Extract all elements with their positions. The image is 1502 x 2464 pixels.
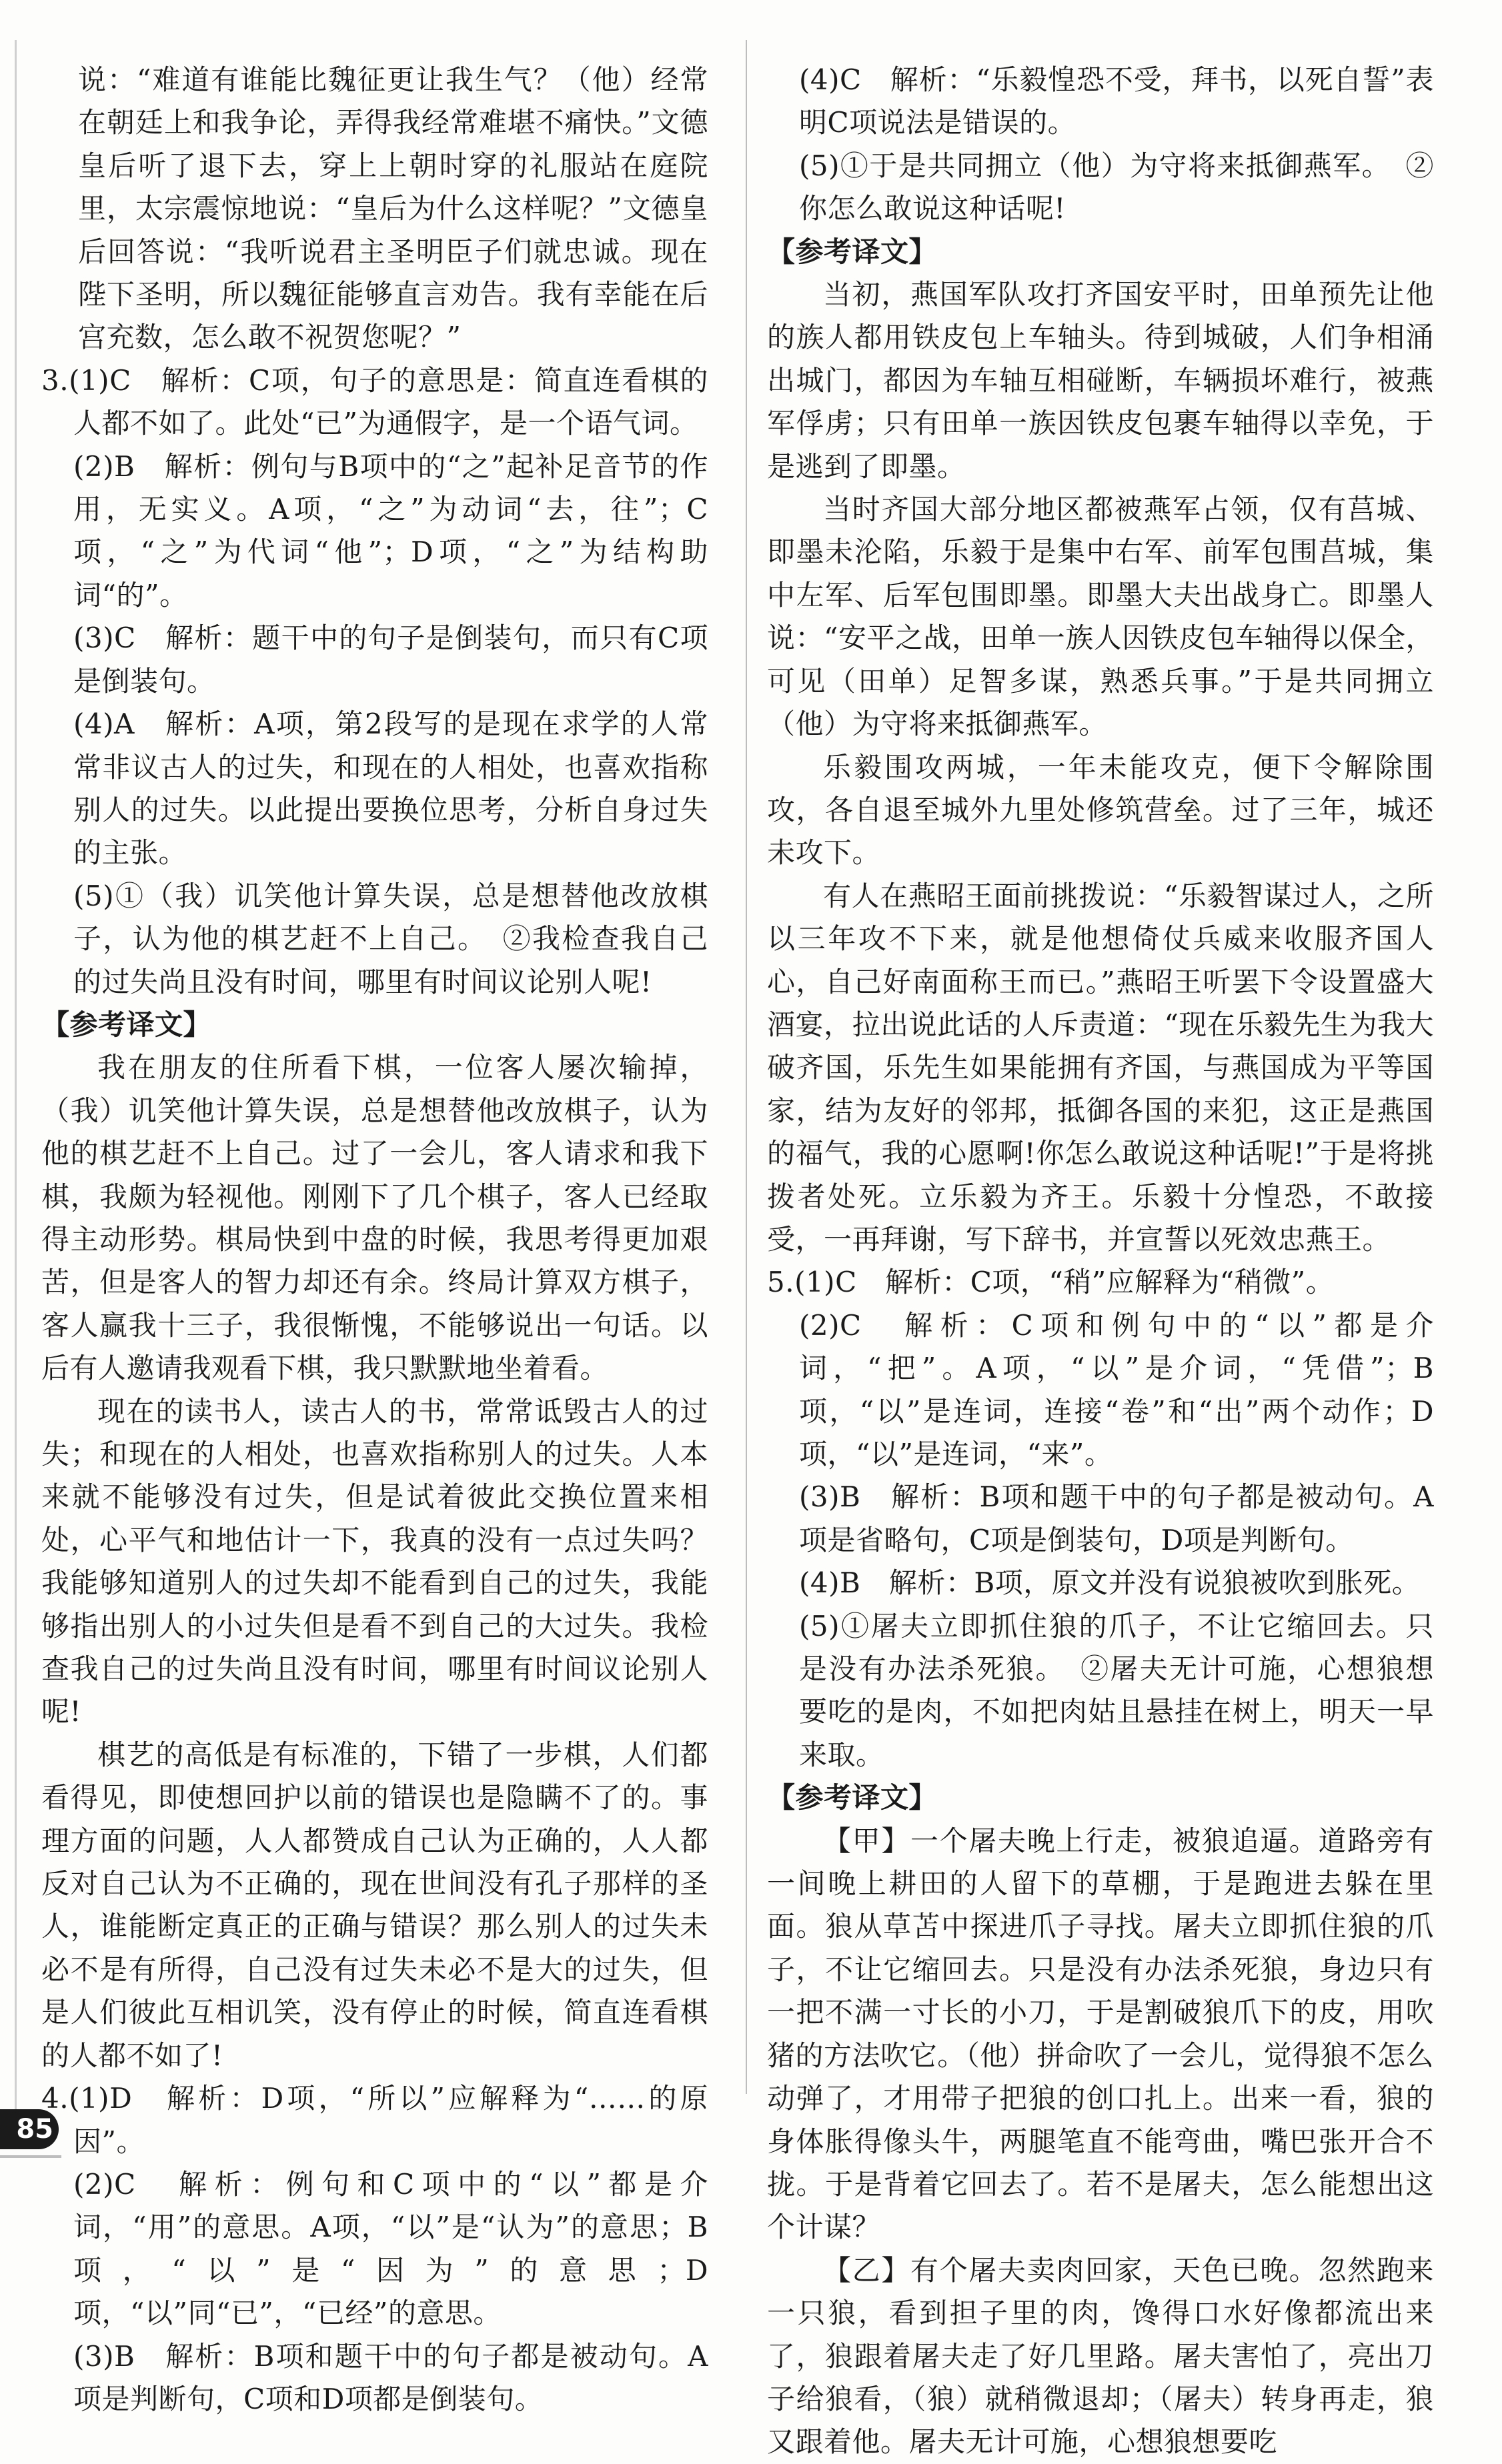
right-column bbox=[767, 59, 1434, 2464]
section-heading-translation: 【参考译文】 bbox=[767, 235, 938, 268]
translation-paragraph: 【乙】有个屠夫卖肉回家，天色已晚。忽然跑来一只狼，看到担子里的肉，馋得口水好像都流出来了，狼跟着屠夫走了好几里路。屠夫害怕了，亮出刀子给狼看，（狼）就稍微退却；（屠夫）转身再走，狼又跟着他。屠夫无计可施，心想狼想要吃 bbox=[767, 2253, 1434, 2459]
answer-4-3: (3)B 解析：B项和题干中的句子都是被动句。A项是判断句，C项和D项都是倒装句。 bbox=[73, 2339, 708, 2415]
answer-5-2: (2)C 解析：C项和例句中的“以”都是介词，“把”。A项，“以”是介词，“凭借”；B项，“以”是连词，连接“卷”和“出”两个动作；D项，“以”是连词，“来”。 bbox=[799, 1308, 1434, 1470]
translation-paragraph: 现在的读书人，读古人的书，常常诋毁古人的过失；和现在的人相处，也喜欢指称别人的过失。人本来就不能够没有过失，但是试着彼此交换位置来相处，心平气和地估计一下，我真的没有一点过失吗？我能够知道别人的过失却不能看到自己的过失，我能够指出别人的小过失但是看不到自己的大过失。我检查我自己的过失尚且没有时间，哪里有时间议论别人呢! bbox=[41, 1394, 708, 1728]
translation-paragraph: 乐毅围攻两城，一年未能攻克，便下令解除围攻，各自退至城外九里处修筑营垒。过了三年，城还未攻下。 bbox=[767, 750, 1434, 870]
answer-4-4: (4)C 解析：“乐毅惶恐不受，拜书，以死自誓”表明C项说法是错误的。 bbox=[799, 63, 1434, 139]
translation-paragraph: 棋艺的高低是有标准的，下错了一步棋，人们都看得见，即使想回护以前的错误也是隐瞒不了的。事理方面的问题，人人都赞成自己认为正确的，人人都反对自己认为不正确的，现在世间没有孔子那样的圣人，谁能断定真正的正确与错误？那么别人的过失未必不是有所得，自己没有过失未必不是大的过失，但是人们彼此互相讥笑，没有停止的时候，简直连看棋的人都不如了! bbox=[41, 1738, 708, 2072]
column-divider bbox=[746, 40, 747, 2094]
answer-3-5: (5)①（我）讥笑他计算失误，总是想替他改放棋子，认为他的棋艺赶不上自己。 ②我检查我自己的过失尚且没有时间，哪里有时间议论别人呢! bbox=[73, 879, 708, 998]
answer-5-4: (4)B 解析：B项，原文并没有说狼被吹到胀死。 bbox=[799, 1566, 1421, 1600]
translation-continuation: 说：“难道有谁能比魏征更让我生气？（他）经常在朝廷上和我争论，弄得我经常难堪不痛快。”文德皇后听了退下去，穿上上朝时穿的礼服站在庭院里，太宗震惊地说：“皇后为什么这样呢？”文德皇后回答说：“我听说君主圣明臣子们就忠诚。现在陛下圣明，所以魏征能够直言劝告。我有幸能在后宫充数，怎么敢不祝贺您呢？” bbox=[78, 63, 708, 354]
answer-3-1: 3.(1)C 解析：C项，句子的意思是：简直连看棋的人都不如了。此处“已”为通假字，是一个语气词。 bbox=[41, 363, 708, 440]
answer-3-4: (4)A 解析：A项，第2段写的是现在求学的人常常非议古人的过失，和现在的人相处，也喜欢指称别人的过失。以此提出要换位思考，分析自身过失的主张。 bbox=[73, 708, 708, 870]
left-margin-rule bbox=[15, 40, 17, 2114]
page-number-underline bbox=[0, 2155, 61, 2158]
answer-4-2: (2)C 解析：例句和C项中的“以”都是介词，“用”的意思。A项，“以”是“认为”的意思；B项，“以”是“因为”的意思；D项，“以”同“已”，“已经”的意思。 bbox=[73, 2167, 708, 2330]
page-number: 85 bbox=[0, 2109, 59, 2149]
answer-4-5: (5)①于是共同拥立（他）为守将来抵御燕军。 ②你怎么敢说这种话呢! bbox=[799, 149, 1434, 225]
translation-paragraph: 有人在燕昭王面前挑拨说：“乐毅智谋过人，之所以三年攻不下来，就是他想倚仗兵威来收服齐国人心，自己好南面称王而已。”燕昭王听罢下令设置盛大酒宴，拉出说此话的人斥责道：“现在乐毅先生为我大破齐国，乐先生如果能拥有齐国，与燕国成为平等国家，结为友好的邻邦，抵御各国的来犯，这正是燕国的福气，我的心愿啊!你怎么敢说这种话呢!”于是将挑拨者处死。立乐毅为齐王。乐毅十分惶恐，不敢接受，一再拜谢，写下辞书，并宣誓以死效忠燕王。 bbox=[767, 879, 1434, 1256]
translation-paragraph: 当时齐国大部分地区都被燕军占领，仅有莒城、即墨未沦陷，乐毅于是集中右军、前军包围莒城，集中左军、后军包围即墨。即墨大夫出战身亡。即墨人说：“安平之战，田单一族人因铁皮包车轴得以保全，可见（田单）足智多谋，熟悉兵事。”于是共同拥立（他）为守将来抵御燕军。 bbox=[767, 493, 1434, 741]
answer-4-1: 4.(1)D 解析：D项，“所以”应解释为“……的原因”。 bbox=[41, 2082, 708, 2158]
left-column bbox=[41, 59, 708, 2421]
translation-paragraph: 当初，燕国军队攻打齐国安平时，田单预先让他的族人都用铁皮包上车轴头。待到城破，人们争相涌出城门，都因为车轴互相碰断，车辆损坏难行，被燕军俘虏；只有田单一族因铁皮包裹车轴得以幸免，于是逃到了即墨。 bbox=[767, 278, 1434, 483]
answer-5-1: 5.(1)C 解析：C项，“稍”应解释为“稍微”。 bbox=[767, 1266, 1335, 1299]
answer-5-3: (3)B 解析：B项和题干中的句子都是被动句。A项是省略句，C项是倒装句，D项是判断句。 bbox=[799, 1480, 1434, 1556]
translation-paragraph: 我在朋友的住所看下棋，一位客人屡次输掉，（我）讥笑他计算失误，总是想替他改放棋子，认为他的棋艺赶不上自己。过了一会儿，客人请求和我下棋，我颇为轻视他。刚刚下了几个棋子，客人已经取得主动形势。棋局快到中盘的时候，我思考得更加艰苦，但是客人的智力却还有余。终局计算双方棋子，客人赢我十三子，我很惭愧，不能够说出一句话。以后有人邀请我观看下棋，我只默默地坐着看。 bbox=[41, 1051, 708, 1385]
section-heading-translation: 【参考译文】 bbox=[41, 1008, 212, 1041]
answer-5-5: (5)①屠夫立即抓住狼的爪子，不让它缩回去。只是没有办法杀死狼。 ②屠夫无计可施，心想狼想要吃的是肉，不如把肉姑且悬挂在树上，明天一早来取。 bbox=[799, 1609, 1434, 1771]
answer-3-3: (3)C 解析：题干中的句子是倒装句，而只有C项是倒装句。 bbox=[73, 622, 708, 698]
section-heading-translation: 【参考译文】 bbox=[767, 1781, 938, 1814]
translation-paragraph: 【甲】一个屠夫晚上行走，被狼追逼。道路旁有一间晚上耕田的人留下的草棚，于是跑进去躲在里面。狼从草苫中探进爪子寻找。屠夫立即抓住狼的爪子，不让它缩回去。只是没有办法杀死狼，身边只有一把不满一寸长的小刀，于是割破狼爪下的皮，用吹猪的方法吹它。（他）拼命吹了一会儿，觉得狼不怎么动弹了，才用带子把狼的创口扎上。出来一看，狼的身体胀得像头牛，两腿笔直不能弯曲，嘴巴张开合不拢。于是背着它回去了。若不是屠夫，怎么能想出这个计谋？ bbox=[767, 1824, 1434, 2244]
answer-3-2: (2)B 解析：例句与B项中的“之”起补足音节的作用，无实义。A项，“之”为动词“去，往”；C项，“之”为代词“他”；D项，“之”为结构助词“的”。 bbox=[73, 449, 708, 611]
